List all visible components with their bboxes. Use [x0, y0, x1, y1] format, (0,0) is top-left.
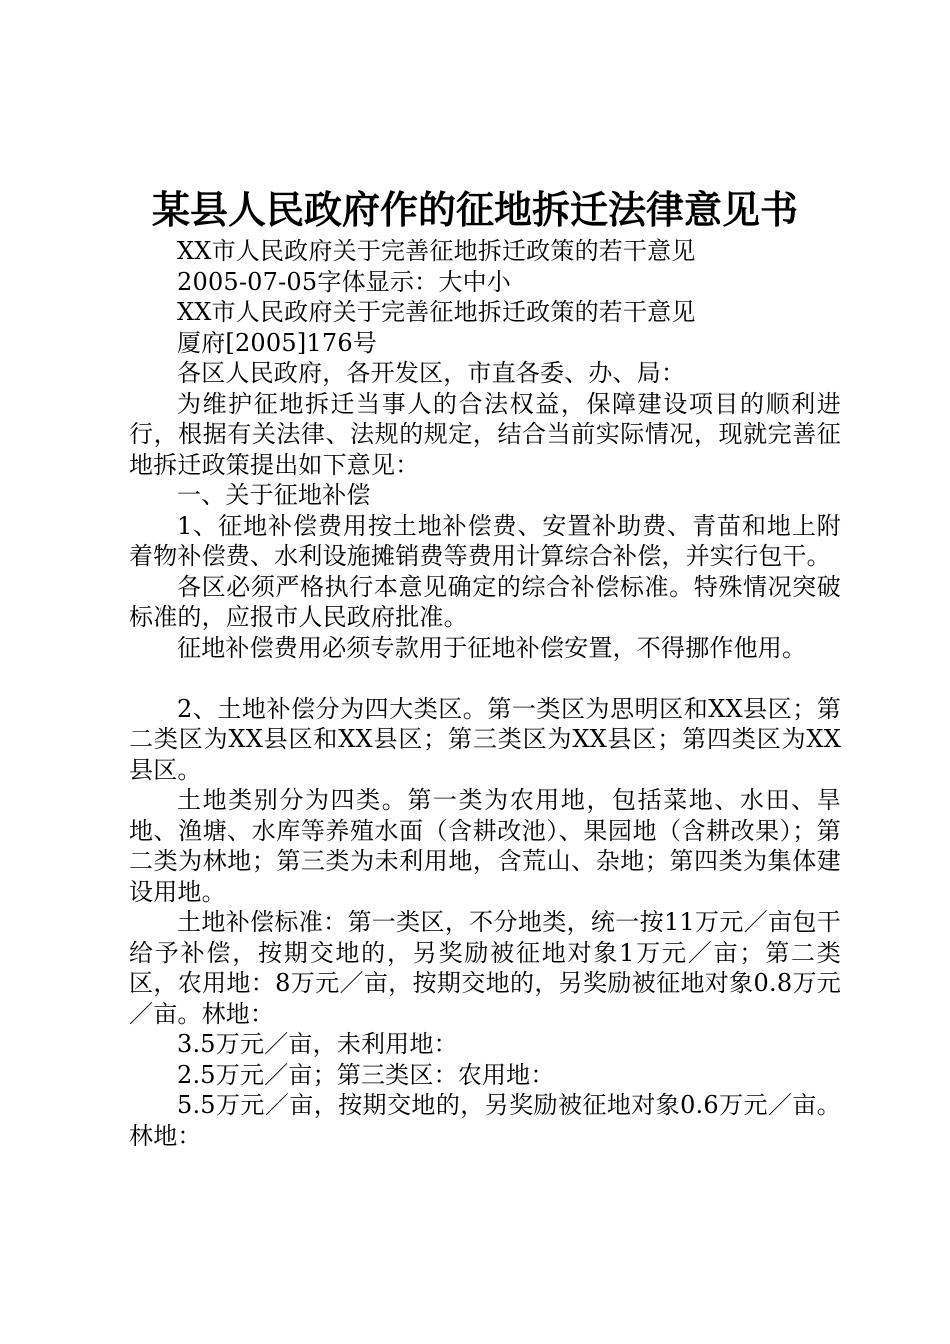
paragraph-item-1: 1、征地补偿费用按土地补偿费、安置补助费、青苗和地上附着物补偿费、水利设施摊销费等费用计算综合补偿，并实行包干。 [129, 511, 841, 570]
header-line-doc-number: 厦府[2005]176号 [177, 328, 378, 357]
paragraph-unused-rate: 2.5万元／亩；第三类区：农用地： [177, 1060, 555, 1089]
paragraph-third-zone-rate: 5.5万元／亩，按期交地的，另奖励被征地对象0.6万元／亩。林地： [129, 1091, 841, 1150]
header-line-date: 2005-07-05字体显示：大中小 [177, 267, 511, 296]
paragraph-forest-rate: 3.5万元／亩，未利用地： [177, 1030, 458, 1058]
paragraph-land-categories: 土地类别分为四类。第一类为农用地，包括菜地、水田、旱地、渔塘、水库等养殖水面（含耕改池）、果园地（含耕改果）；第二类为林地；第三类为未利用地，含荒山、杂地；第四类为集体建设用地。 [129, 786, 841, 906]
paragraph-item-2: 2、土地补偿分为四大类区。第一类区为思明区和XX县区；第二类区为XX县区和XX县区；第三类区为XX县区；第四类区为XX县区。 [129, 694, 841, 784]
header-line-title-repeat: XX市人民政府关于完善征地拆迁政策的若干意见 [177, 237, 696, 265]
paragraph-compensation-standard: 土地补偿标准：第一类区，不分地类，统一按11万元／亩包干给予补偿，按期交地的，另奖励被征地对象1万元／亩；第二类区，农用地：8万元／亩，按期交地的，另奖励被征地对象0.8万元／亩。林地： [129, 908, 841, 1028]
section-heading: 一、关于征地补偿 [177, 481, 371, 509]
paragraph-standard: 各区必须严格执行本意见确定的综合补偿标准。特殊情况突破标准的，应报市人民政府批准。 [129, 572, 841, 631]
paragraph-dedicated-funds: 征地补偿费用必须专款用于征地补偿安置，不得挪作他用。 [177, 633, 807, 662]
paragraph-intro: 为维护征地拆迁当事人的合法权益，保障建设项目的顺利进行，根据有关法律、法规的规定，结合当前实际情况，现就完善征地拆迁政策提出如下意见： [129, 389, 841, 479]
document-body [129, 236, 841, 1151]
header-line-title: XX市人民政府关于完善征地拆迁政策的若干意见 [177, 298, 696, 326]
document-title: 某县人民政府作的征地拆迁法律意见书 [151, 187, 798, 232]
header-line-addressee: 各区人民政府，各开发区，市直各委、办、局： [177, 359, 686, 387]
blank-line [129, 663, 841, 694]
